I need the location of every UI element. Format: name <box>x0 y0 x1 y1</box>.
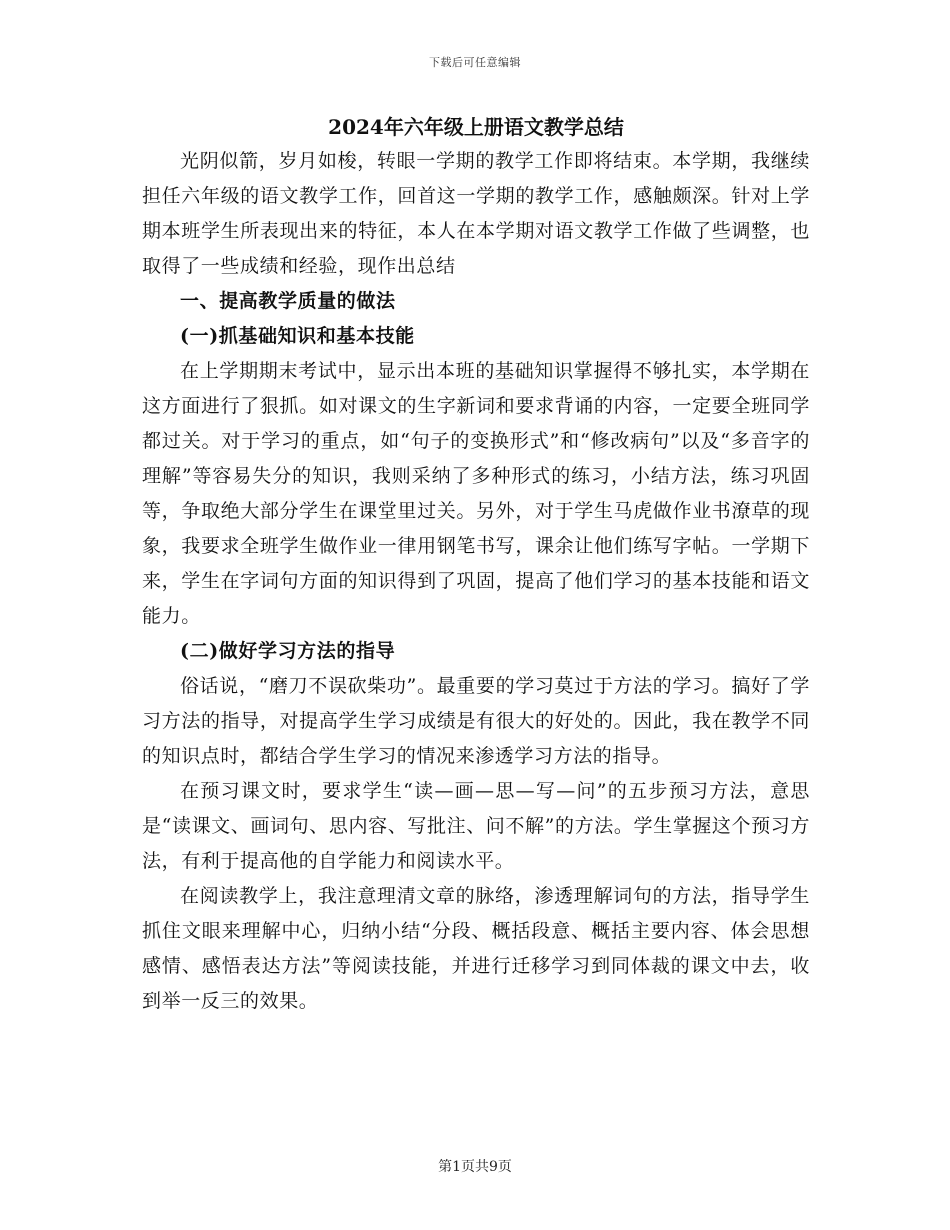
subsection-heading-2: (二)做好学习方法的指导 <box>180 640 396 662</box>
paragraph-preview: 在预习课文时，要求学生“读—画—思—写—问”的五步预习方法，意思是“读课文、画词句、思内容、写批注、问不解”的方法。学生掌握这个预习方法，有利于提高他的自学能力和阅读水平。 <box>142 780 810 872</box>
paragraph-reading: 在阅读教学上，我注意理清文章的脉络，渗透理解词句的方法，指导学生抓住文眼来理解中心，归纳小结“分段、概括段意、概括主要内容、体会思想感情、感悟表达方法”等阅读技能，并进行迁移学习到同体裁的课文中去，收到举一反三的效果。 <box>142 885 810 1012</box>
subsection-heading-1: (一)抓基础知识和基本技能 <box>180 325 415 347</box>
document-body <box>142 110 810 1019</box>
header-note: 下载后可任意编辑 <box>429 56 521 69</box>
section-heading-1: 一、提高教学质量的做法 <box>180 290 396 312</box>
page-footer: 第1页共9页 <box>438 1159 512 1175</box>
intro-paragraph: 光阴似箭，岁月如梭，转眼一学期的教学工作即将结束。本学期，我继续担任六年级的语文教学工作，回首这一学期的教学工作，感触颇深。针对上学期本班学生所表现出来的特征，本人在本学期对语文教学工作做了些调整，也取得了一些成绩和经验，现作出总结 <box>142 150 810 277</box>
paragraph-methods: 俗话说，“磨刀不误砍柴功”。最重要的学习莫过于方法的学习。搞好了学习方法的指导，对提高学生学习成绩是有很大的好处的。因此，我在教学不同的知识点时，都结合学生学习的情况来渗透学习方法的指导。 <box>142 675 810 767</box>
paragraph-basics: 在上学期期末考试中，显示出本班的基础知识掌握得不够扎实，本学期在这方面进行了狠抓。如对课文的生字新词和要求背诵的内容，一定要全班同学都过关。对于学习的重点，如“句子的变换形式”和“修改病句”以及“多音字的理解”等容易失分的知识，我则采纳了多种形式的练习，小结方法，练习巩固等，争取绝大部分学生在课堂里过关。另外，对于学生马虎做作业书潦草的现象，我要求全班学生做作业一律用钢笔书写，课余让他们练写字帖。一学期下来，学生在字词句方面的知识得到了巩固，提高了他们学习的基本技能和语文能力。 <box>142 360 810 627</box>
document-title: 2024年六年级上册语文教学总结 <box>328 115 624 139</box>
